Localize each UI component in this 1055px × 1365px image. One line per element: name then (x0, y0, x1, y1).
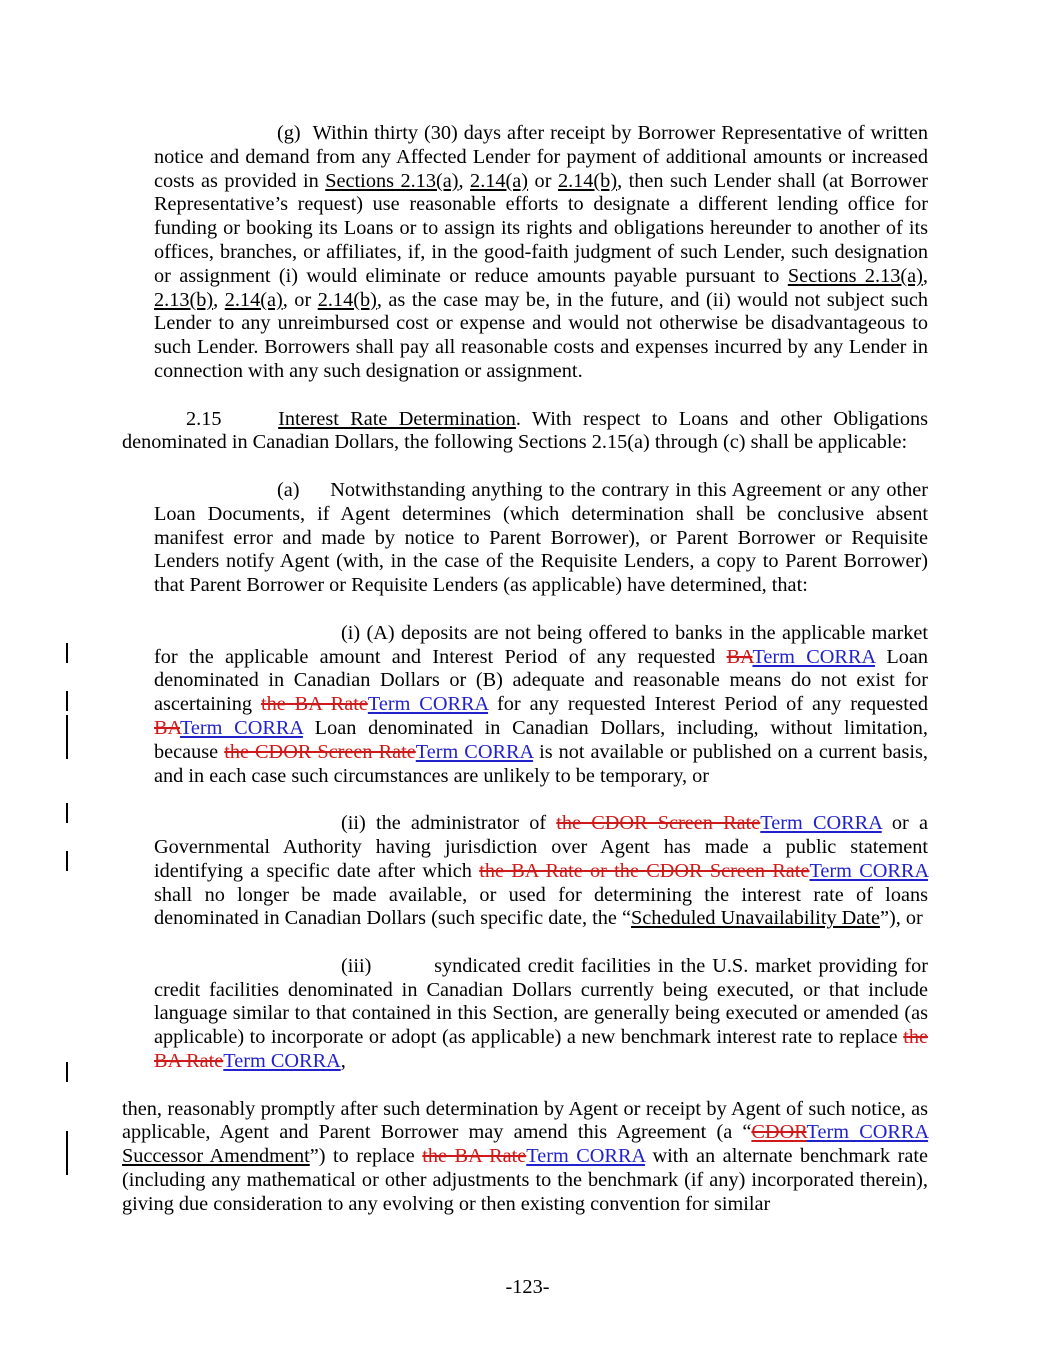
section-reference: 2.14(b) (557, 169, 618, 192)
deleted-text: the BA Rate (422, 1145, 527, 1168)
inserted-text: Term CORRA (760, 812, 882, 835)
inserted-text: Term CORRA (223, 1050, 341, 1073)
text-run: ”), or (879, 907, 923, 930)
text-run: (ii) the administrator of (341, 812, 557, 835)
defined-term: Successor Amendment (122, 1145, 310, 1168)
text-run: (a) Notwithstanding anything to the contrary in this Agreement or any other Loan Documents, if Agent determines (which determination shall be conclusive absent manifest error and made by notice to Parent Borrower), or Parent Borrower or Requisite Lenders notify Agent (with, in the case of the Requisite Lenders, a copy to Parent Borrower) that Parent Borrower or Requisite Lenders (as applicable) have determined, that: (154, 478, 928, 597)
text-run: shall no longer be made available, or used for determining the interest rate of loans denominated in Canadian Dollars (such specific date, the “ (154, 883, 928, 930)
inserted-text: Term CORRA (752, 645, 876, 668)
text-run: then, reasonably promptly after such determination by Agent or receipt by Agent of such notice, as applicable, Agent and Parent Borrower may amend this Agreement (a “ (122, 1097, 928, 1144)
text-run: (iii) syndicated credit facilities in the U.S. market providing for credit facilities denominated in Canadian Dollars currently being executed, or that include language similar to that contained in this Section, are generally being executed or amended (as applicable) to incorporate or adopt (as applicable) a new benchmark interest rate to replace (154, 954, 928, 1049)
paragraph-then (122, 1098, 928, 1217)
defined-term: Scheduled Unavailability Date (631, 907, 880, 930)
deleted-text: BA (154, 716, 180, 739)
text-run: , or (282, 288, 318, 311)
deleted-text: CDOR (751, 1121, 807, 1144)
section-heading: Interest Rate Determination (278, 407, 516, 430)
text-run: or (528, 169, 558, 192)
text-run: with an alternate benchmark rate (including any mathematical or other adjustments to the benchmark (if any) incorporated therein), giving due consideration to any evolving or then existing convention for similar (122, 1145, 928, 1215)
inserted-text: Term CORRA (806, 1121, 928, 1144)
section-reference: 2.14(a) (470, 169, 529, 192)
inserted-text: Term CORRA (526, 1145, 646, 1168)
section-reference: 2.14(b) (317, 288, 377, 311)
inserted-text: Term CORRA (415, 740, 534, 763)
text-run: . With respect to Loans and other Obligations denominated in Canadian Dollars, the following Sections 2.15(a) through (c) shall be applicable: (122, 407, 928, 454)
section-reference: Sections 2.13(a) (325, 169, 459, 192)
deleted-text: the CDOR Screen Rate (556, 812, 761, 835)
text-run: Loan denominated in Canadian Dollars, including, without limitation, because (154, 716, 928, 763)
paragraph-a (154, 479, 928, 598)
text-run: , (340, 1050, 346, 1073)
text-run: , as the case may be, in the future, and (ii) would not subject such Lender to any unreimbursed cost or expense and would not otherwise be disadvantageous to such Lender. Borrowers shall pay all reasonable costs and expenses incurred by any Lender in connection with any such designation or assignment. (154, 288, 929, 382)
deleted-text: BA (726, 645, 753, 668)
text-run: is not available or published on a current basis, and in each case such circumstances are unlikely to be temporary, or (154, 740, 928, 787)
deleted-text: the BA Rate (154, 1026, 928, 1073)
text-run: , then such Lender shall (at Borrower Representative’s request) use reasonable efforts to designate a different lending office for funding or booking its Loans or to assign its rights and obligations hereunder to another of its offices, branches, or affiliates, if, in the good-faith judgment of such Lender, such designation or assignment (i) would eliminate or reduce amounts payable pursuant to (154, 169, 928, 287)
text-run: , (458, 169, 471, 192)
document-body (0, 122, 1055, 1240)
text-run: or a Governmental Authority having jurisdiction over Agent has made a public statement identifying a specific date after which (154, 812, 928, 882)
text-run: , (213, 288, 225, 311)
text-run: for any requested Interest Period of any requested (488, 693, 928, 716)
text-run: (g) Within thirty (30) days after receipt by Borrower Representative of written notice and demand from any Affected Lender for payment of additional amounts or increased costs as provided in (154, 122, 928, 192)
paragraph-g (154, 122, 928, 384)
paragraph-2-15 (122, 408, 928, 456)
deleted-text: the BA Rate or the CDOR Screen Rate (479, 859, 810, 882)
text-run: Loan denominated in Canadian Dollars or (B) adequate and reasonable means do not exist for ascertaining (154, 645, 928, 716)
section-reference: 2.14(a) (224, 288, 283, 311)
text-run: (i) (A) deposits are not being offered to banks in the applicable market for the applicable amount and Interest Period of any requested (154, 621, 928, 668)
section-reference: Sections 2.13(a) (787, 264, 923, 287)
paragraph-iii (154, 955, 928, 1074)
text-run: ”) to replace (309, 1145, 423, 1168)
page-number: -123- (505, 1276, 550, 1298)
inserted-text: Term CORRA (809, 859, 928, 882)
inserted-text: Term CORRA (367, 693, 489, 716)
text-run: , (922, 264, 928, 287)
section-number: 2.15 (186, 407, 279, 430)
inserted-text: Term CORRA (179, 716, 303, 739)
section-reference: 2.13(b) (154, 288, 214, 311)
deleted-text: the BA Rate (260, 693, 368, 716)
paragraph-i (154, 622, 928, 789)
paragraph-ii (154, 812, 928, 931)
deleted-text: the CDOR Screen Rate (224, 740, 416, 763)
